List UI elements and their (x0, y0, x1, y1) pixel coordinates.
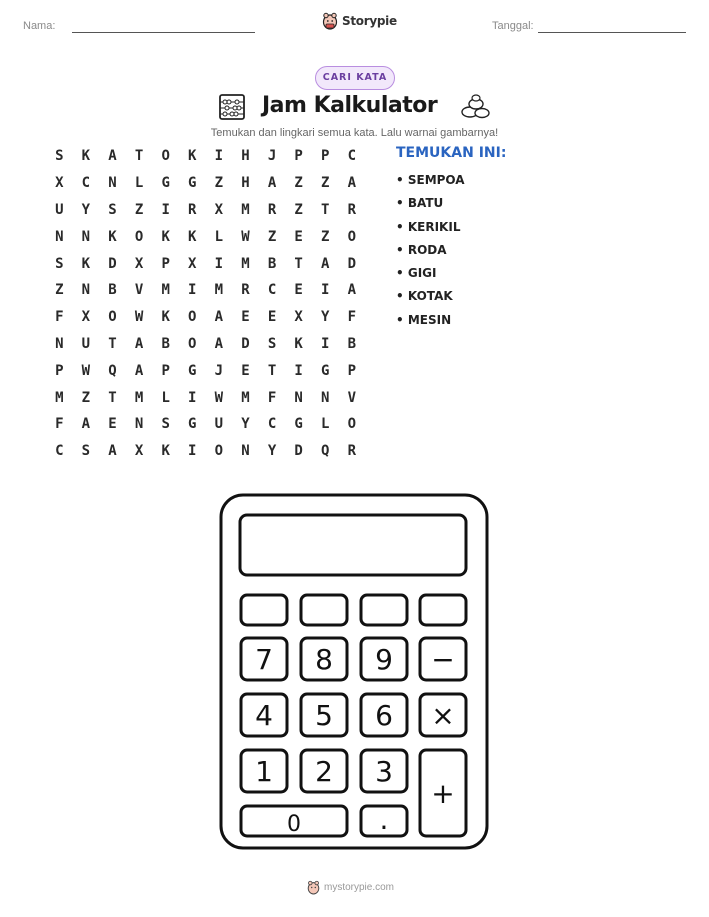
grid-cell[interactable]: G (188, 175, 197, 192)
grid-cell[interactable]: C (55, 443, 64, 460)
grid-cell[interactable]: D (108, 255, 117, 272)
grid-cell[interactable]: K (188, 228, 197, 245)
calc-key-8: 8 (315, 643, 333, 676)
word-list-item: • RODA (396, 242, 447, 257)
grid-cell[interactable]: K (108, 228, 117, 245)
grid-cell[interactable]: D (347, 255, 357, 272)
grid-cell[interactable]: K (161, 443, 170, 460)
footer-url[interactable]: mystorypie.com (324, 882, 395, 893)
grid-cell[interactable]: L (134, 175, 144, 192)
grid-cell[interactable]: S (55, 148, 64, 165)
grid-cell[interactable]: V (347, 389, 357, 406)
grid-cell[interactable]: S (267, 335, 277, 352)
grid-cell[interactable]: E (241, 362, 250, 379)
grid-cell[interactable]: O (108, 309, 117, 326)
calc-key-2: 2 (315, 755, 333, 788)
calc-key-9: 9 (375, 643, 393, 676)
grid-cell[interactable]: E (241, 309, 250, 326)
grid-cell[interactable]: D (241, 335, 250, 352)
grid-cell[interactable]: U (55, 201, 64, 218)
grid-cell[interactable]: A (134, 335, 144, 352)
grid-cell[interactable]: A (108, 148, 117, 165)
grid-cell[interactable]: O (161, 148, 170, 165)
grid-cell[interactable]: X (134, 255, 144, 272)
calc-key-0: 0 (287, 812, 301, 837)
grid-cell[interactable]: P (55, 362, 64, 379)
word-list-item: • MESIN (396, 312, 452, 327)
storypie-logo-icon (322, 12, 338, 30)
grid-cell[interactable]: G (161, 175, 170, 192)
grid-cell[interactable]: J (267, 148, 277, 165)
grid-cell[interactable]: Q (321, 443, 330, 460)
grid-cell[interactable]: Z (321, 228, 330, 245)
grid-cell[interactable]: C (267, 282, 277, 299)
grid-cell[interactable]: Y (241, 416, 250, 433)
grid-cell[interactable]: C (347, 148, 357, 165)
grid-cell[interactable]: K (161, 228, 170, 245)
grid-cell[interactable]: I (188, 389, 197, 406)
grid-cell[interactable]: E (267, 309, 277, 326)
word-search-grid[interactable] (46, 143, 365, 465)
grid-cell[interactable]: Z (214, 175, 224, 192)
grid-cell[interactable]: K (161, 309, 170, 326)
grid-cell[interactable]: X (55, 175, 64, 192)
grid-cell[interactable]: M (241, 389, 250, 406)
grid-cell[interactable]: G (294, 416, 303, 433)
grid-cell[interactable]: A (347, 282, 357, 299)
page-title: Jam Kalkulator (262, 93, 438, 118)
grid-cell[interactable]: O (347, 416, 357, 433)
calc-key-plus: + (431, 777, 455, 810)
grid-cell[interactable]: Z (81, 389, 91, 406)
grid-cell[interactable]: I (161, 201, 170, 218)
grid-cell[interactable]: O (214, 443, 224, 460)
grid-cell[interactable]: R (188, 201, 197, 218)
grid-cell[interactable]: P (294, 148, 303, 165)
grid-cell[interactable]: Z (267, 228, 277, 245)
calc-key-times: × (431, 699, 455, 732)
grid-cell[interactable]: I (214, 148, 224, 165)
calc-key-1: 1 (255, 755, 273, 788)
grid-cell[interactable]: N (81, 228, 91, 245)
storypie-logo-icon (307, 880, 320, 895)
grid-cell[interactable]: N (294, 389, 303, 406)
grid-cell[interactable]: X (188, 255, 197, 272)
grid-cell[interactable]: X (81, 309, 91, 326)
grid-cell[interactable]: S (55, 255, 64, 272)
grid-cell[interactable]: A (214, 335, 224, 352)
word-list-title: TEMUKAN INI: (396, 145, 507, 161)
grid-cell[interactable]: C (81, 175, 91, 192)
footer (307, 880, 394, 895)
grid-cell[interactable]: B (267, 255, 277, 272)
grid-cell[interactable]: B (161, 335, 170, 352)
grid-cell[interactable]: P (347, 362, 357, 379)
grid-cell[interactable]: M (55, 389, 64, 406)
pebbles-icon (460, 94, 492, 120)
category-badge: CARI KATA (315, 66, 395, 90)
grid-cell[interactable]: R (347, 201, 357, 218)
grid-cell[interactable]: Z (55, 282, 64, 299)
calc-key-7: 7 (255, 643, 273, 676)
grid-cell[interactable]: C (267, 416, 277, 433)
grid-cell[interactable]: A (81, 416, 91, 433)
grid-cell[interactable]: T (294, 255, 303, 272)
calc-key-minus: − (431, 643, 455, 676)
grid-cell[interactable]: E (294, 228, 303, 245)
date-line[interactable] (538, 32, 686, 33)
grid-cell[interactable]: Y (267, 443, 277, 460)
grid-cell[interactable]: M (214, 282, 224, 299)
grid-cell[interactable]: R (347, 443, 357, 460)
grid-cell[interactable]: W (241, 228, 250, 245)
word-list-item: • BATU (396, 196, 444, 211)
grid-cell[interactable]: A (267, 175, 277, 192)
name-label: Nama: (23, 20, 56, 32)
grid-cell[interactable]: N (241, 443, 250, 460)
calculator-illustration (218, 492, 490, 852)
grid-cell[interactable]: F (55, 309, 64, 326)
grid-cell[interactable]: S (161, 416, 170, 433)
grid-cell[interactable]: F (347, 309, 357, 326)
grid-cell[interactable]: R (241, 282, 250, 299)
instructions: Temukan dan lingkari semua kata. Lalu warnai gambarnya! (210, 127, 499, 139)
grid-cell[interactable]: G (188, 362, 197, 379)
grid-cell[interactable]: N (81, 282, 91, 299)
grid-cell[interactable]: Z (294, 175, 303, 192)
word-list (396, 169, 465, 332)
grid-cell[interactable]: O (188, 309, 197, 326)
grid-cell[interactable]: O (188, 335, 197, 352)
grid-cell[interactable]: Q (108, 362, 117, 379)
grid-cell[interactable]: A (321, 255, 330, 272)
grid-cell[interactable]: N (55, 335, 64, 352)
grid-cell[interactable]: U (214, 416, 224, 433)
word-list-item: • KERIKIL (396, 219, 461, 234)
grid-cell[interactable]: J (214, 362, 224, 379)
grid-cell[interactable]: P (161, 362, 170, 379)
word-list-item: • GIGI (396, 266, 437, 281)
grid-cell[interactable]: I (321, 335, 330, 352)
name-line[interactable] (72, 32, 255, 33)
grid-cell[interactable]: T (108, 389, 117, 406)
grid-cell[interactable]: H (241, 148, 250, 165)
grid-cell[interactable]: T (267, 362, 277, 379)
grid-cell[interactable]: X (214, 201, 224, 218)
calc-key-6: 6 (375, 699, 393, 732)
grid-cell[interactable]: W (134, 309, 144, 326)
grid-cell[interactable]: N (321, 389, 330, 406)
calc-key-dot: . (379, 803, 389, 836)
grid-cell[interactable]: Z (321, 175, 330, 192)
grid-cell[interactable]: R (267, 201, 277, 218)
grid-cell[interactable]: K (81, 255, 91, 272)
grid-cell[interactable]: X (134, 443, 144, 460)
grid-cell[interactable]: Z (294, 201, 303, 218)
grid-cell[interactable]: K (294, 335, 303, 352)
grid-cell[interactable]: O (134, 228, 144, 245)
grid-cell[interactable]: W (81, 362, 91, 379)
grid-cell[interactable]: I (214, 255, 224, 272)
grid-cell[interactable]: I (188, 443, 197, 460)
grid-cell[interactable]: T (134, 148, 144, 165)
calc-key-3: 3 (375, 755, 393, 788)
grid-cell[interactable]: S (81, 443, 91, 460)
grid-cell[interactable]: Y (81, 201, 91, 218)
grid-cell[interactable]: Y (321, 309, 330, 326)
grid-cell[interactable]: V (134, 282, 144, 299)
calc-key-5: 5 (315, 699, 333, 732)
grid-cell[interactable]: D (294, 443, 303, 460)
grid-cell[interactable]: P (161, 255, 170, 272)
grid-cell[interactable]: B (108, 282, 117, 299)
grid-cell[interactable]: T (321, 201, 330, 218)
grid-cell[interactable]: T (108, 335, 117, 352)
grid-cell[interactable]: L (161, 389, 170, 406)
grid-cell[interactable]: I (294, 362, 303, 379)
grid-cell[interactable]: K (81, 148, 91, 165)
grid-cell[interactable]: I (188, 282, 197, 299)
grid-cell[interactable]: K (188, 148, 197, 165)
grid-cell[interactable]: U (81, 335, 91, 352)
brand (322, 12, 397, 30)
grid-cell[interactable]: M (134, 389, 144, 406)
grid-cell[interactable]: E (294, 282, 303, 299)
grid-cell[interactable]: A (134, 362, 144, 379)
grid-cell[interactable]: Z (134, 201, 144, 218)
grid-cell[interactable]: S (108, 201, 117, 218)
grid-cell[interactable]: F (267, 389, 277, 406)
word-list-item: • SEMPOA (396, 173, 465, 187)
grid-cell[interactable]: H (241, 175, 250, 192)
grid-cell[interactable]: P (321, 148, 330, 165)
grid-cell[interactable]: W (214, 389, 224, 406)
grid-cell[interactable]: E (108, 416, 117, 433)
grid-cell[interactable]: I (321, 282, 330, 299)
abacus-icon (218, 93, 246, 121)
word-list-item: • KOTAK (396, 289, 453, 304)
grid-cell[interactable]: N (108, 175, 117, 192)
date-label: Tanggal: (492, 20, 534, 32)
grid-cell[interactable]: L (321, 416, 330, 433)
grid-cell[interactable]: L (214, 228, 224, 245)
grid-cell[interactable]: A (108, 443, 117, 460)
grid-cell[interactable]: N (55, 228, 64, 245)
grid-cell[interactable]: G (321, 362, 330, 379)
grid-cell[interactable]: M (241, 255, 250, 272)
grid-cell[interactable]: M (161, 282, 170, 299)
grid-cell[interactable]: G (188, 416, 197, 433)
brand-name: Storypie (342, 14, 397, 28)
grid-cell[interactable]: F (55, 416, 64, 433)
grid-cell[interactable]: X (294, 309, 303, 326)
calc-key-4: 4 (255, 699, 273, 732)
grid-cell[interactable]: A (347, 175, 357, 192)
grid-cell[interactable]: O (347, 228, 357, 245)
grid-cell[interactable]: A (214, 309, 224, 326)
grid-cell[interactable]: M (241, 201, 250, 218)
grid-cell[interactable]: N (134, 416, 144, 433)
grid-cell[interactable]: B (347, 335, 357, 352)
